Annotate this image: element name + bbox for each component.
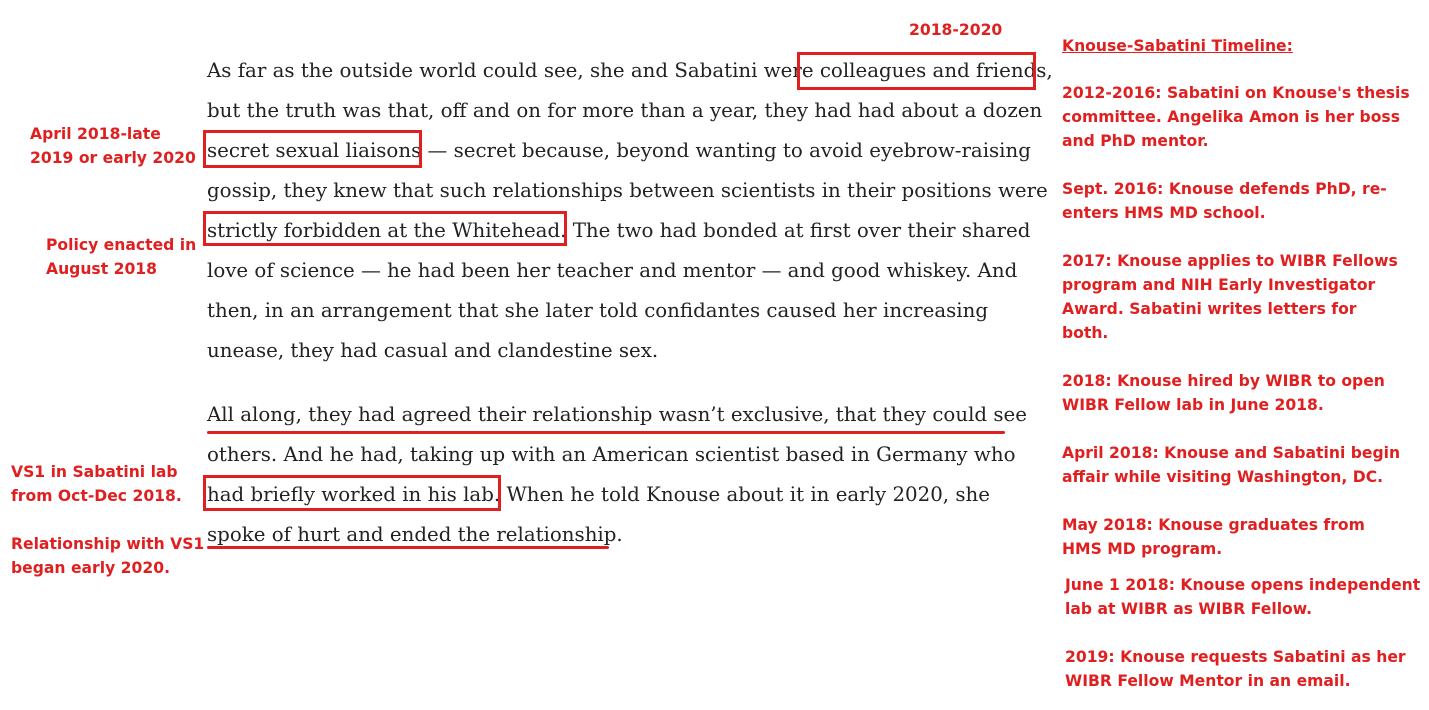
article-line: spoke of hurt and ended the relationship.	[207, 523, 623, 546]
timeline-entry: June 1 2018: Knouse opens independent lab at WIBR as WIBR Fellow.	[1065, 576, 1421, 618]
article-line	[207, 403, 1027, 426]
article-line: strictly forbidden at the Whitehead. The two had bonded at first over their shared	[207, 219, 1031, 242]
article-line: unease, they had casual and clandestine sex.	[207, 339, 659, 362]
red-underline-spoke-of-hurt	[207, 546, 609, 549]
red-box-colleagues	[797, 52, 1036, 90]
note-april-2018: April 2018-late 2019 or early 2020	[30, 125, 196, 167]
underline-spoke-of-hurt: spoke of hurt and ended the relationship	[207, 523, 617, 546]
highlight-strictly-forbidden: strictly forbidden at the Whitehead.	[207, 219, 567, 242]
article-line: but the truth was that, off and on for more than a year, they had had about a dozen	[207, 99, 1043, 122]
note-vs1-relationship: Relationship with VS1 began early 2020.	[11, 535, 205, 577]
highlight-worked-in-lab: had briefly worked in his lab.	[207, 483, 501, 506]
red-box-worked-in-lab	[203, 475, 501, 511]
note-vs1-lab: VS1 in Sabatini lab from Oct-Dec 2018.	[11, 463, 182, 505]
timeline-entry: 2019: Knouse requests Sabatini as her WIBR Fellow Mentor in an email.	[1065, 648, 1406, 690]
timeline-entry: 2018: Knouse hired by WIBR to open WIBR Fellow lab in June 2018.	[1062, 372, 1385, 414]
highlight-colleagues: colleagues and friends,	[819, 59, 1053, 82]
red-underline-all-along	[207, 431, 1005, 434]
article-line: then, in an arrangement that she later told confidantes caused her increasing	[207, 299, 989, 322]
timeline-entry: Sept. 2016: Knouse defends PhD, re- enters HMS MD school.	[1062, 180, 1387, 222]
red-box-strictly-forbidden	[203, 211, 567, 246]
note-2018-2020: 2018-2020	[909, 21, 1003, 39]
article-line: love of science — he had been her teacher and mentor — and good whiskey. And	[207, 259, 1018, 282]
note-policy: Policy enacted in August 2018	[46, 236, 197, 278]
timeline-title: Knouse-Sabatini Timeline:	[1062, 37, 1293, 55]
timeline-entry: 2017: Knouse applies to WIBR Fellows program and NIH Early Investigator Award. Sabatini writes letters for both.	[1062, 252, 1398, 342]
article-line: had briefly worked in his lab. When he told Knouse about it in early 2020, she	[207, 483, 990, 506]
article-line: As far as the outside world could see, she and Sabatini were colleagues and friends,	[207, 59, 1053, 82]
red-box-secret-liaisons	[203, 130, 422, 168]
timeline-entry: May 2018: Knouse graduates from HMS MD program.	[1062, 516, 1365, 558]
article-line: secret sexual liaisons — secret because, beyond wanting to avoid eyebrow-raising	[207, 139, 1031, 162]
underline-all-along: All along, they had agreed their relationship wasn’t exclusive, that they could see	[207, 403, 1027, 426]
timeline-entry: April 2018: Knouse and Sabatini begin affair while visiting Washington, DC.	[1062, 444, 1401, 486]
timeline-entry: 2012-2016: Sabatini on Knouse's thesis committee. Angelika Amon is her boss and PhD mentor.	[1062, 84, 1410, 150]
article-line: gossip, they knew that such relationships between scientists in their positions were	[207, 179, 1048, 202]
article-line: others. And he had, taking up with an American scientist based in Germany who	[207, 443, 1016, 466]
highlight-secret-liaisons: secret sexual liaisons	[207, 139, 422, 162]
